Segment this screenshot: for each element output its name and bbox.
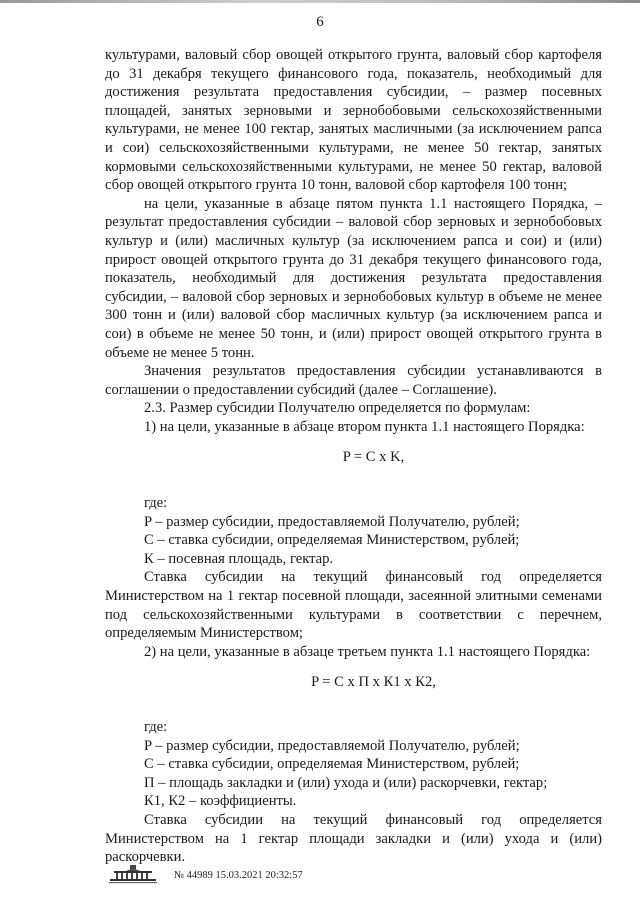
where-label-2: где: xyxy=(144,719,168,735)
paragraph-rate-1: Ставка субсидии на текущий финансовый год определяется Министерством на 1 гектар посевной площади, засеянной элитными семенами под сельскохозяйственными культурами в соответствии с перечнем, определяемым Министерством; xyxy=(105,569,602,642)
paragraph-2-3: 2.3. Размер субсидии Получателю определяется по формулам: xyxy=(144,400,531,417)
document-body xyxy=(105,46,602,867)
where-1-item: С – ставка субсидии, определяемая Министерством, рублей; xyxy=(144,532,520,549)
where-label-1: где: xyxy=(144,495,168,512)
where-2-item: P – размер субсидии, предоставляемой Получателю, рублей; xyxy=(144,737,520,754)
where-2-item: К1, К2 – коэффициенты. xyxy=(144,793,297,810)
paragraph-results: Значения результатов предоставления субсидии устанавливаются в соглашении о предоставлении субсидий (далее – Соглашение). xyxy=(105,363,602,398)
paragraph-item-2: 2) на цели, указанные в абзаце третьем пункта 1.1 настоящего Порядка: xyxy=(144,643,591,660)
where-2-item: П – площадь закладки и (или) ухода и (или) раскорчевки, гектар; xyxy=(144,774,548,791)
government-logo-icon xyxy=(108,864,158,884)
page-number: 6 xyxy=(316,14,324,30)
paragraph-rate-2: Ставка субсидии на текущий финансовый год определяется Министерством на 1 гектар площади закладки и (или) ухода и (или) раскорчевки. xyxy=(105,811,602,866)
where-1-item: P – размер субсидии, предоставляемой Получателю, рублей; xyxy=(144,513,520,530)
document-footer xyxy=(108,862,303,884)
paragraph-item-1: 1) на цели, указанные в абзаце втором пункта 1.1 настоящего Порядка: xyxy=(144,418,585,435)
formula-2: P = C x П x К1 x К2, xyxy=(311,674,436,691)
formula-1: P = C x K, xyxy=(342,449,405,466)
where-1-item: К – посевная площадь, гектар. xyxy=(144,550,334,567)
scan-edge xyxy=(0,0,640,3)
registration-stamp: № 44989 15.03.2021 20:32:57 xyxy=(174,870,303,881)
paragraph-continuation: культурами, валовый сбор овощей открытого грунта, валовый сбор картофеля до 31 декабря текущего финансового года, показатель, необходимый для достижения результата предоставления субсидии, – размер посевных площадей, занятых зерновыми и зернобобовыми сельскохозяйственными культурами, не менее 100 гектар, занятых масличными (за исключением рапса и сои) сельскохозяйственными культурами, не менее 50 гектар, занятых кормовыми сельскохозяйственными культурами, не менее 50 гектар, валовой сбор овощей открытого грунта 10 тонн, валовой сбор картофеля 100 тонн; xyxy=(105,47,602,194)
paragraph-point-five: на цели, указанные в абзаце пятом пункта 1.1 настоящего Порядка, – результат предоставления субсидии – валовой сбор зерновых и зернобобовых культур и (или) масличных культур (за исключением рапса и сои) и (или) прирост овощей открытого грунта до 31 декабря текущего финансового года, показатель, необходимый для достижения результата предоставления субсидии, – валовой сбор зерновых и зернобобовых культур в объеме не менее 300 тонн и (или) валовой сбор масличных культур (за исключением рапса и сои) в объеме не менее 50 тонн, и (или) прирост овощей открытого грунта в объеме не менее 5 тонн. xyxy=(105,195,602,361)
where-2-item: С – ставка субсидии, определяемая Министерством, рублей; xyxy=(144,756,520,773)
